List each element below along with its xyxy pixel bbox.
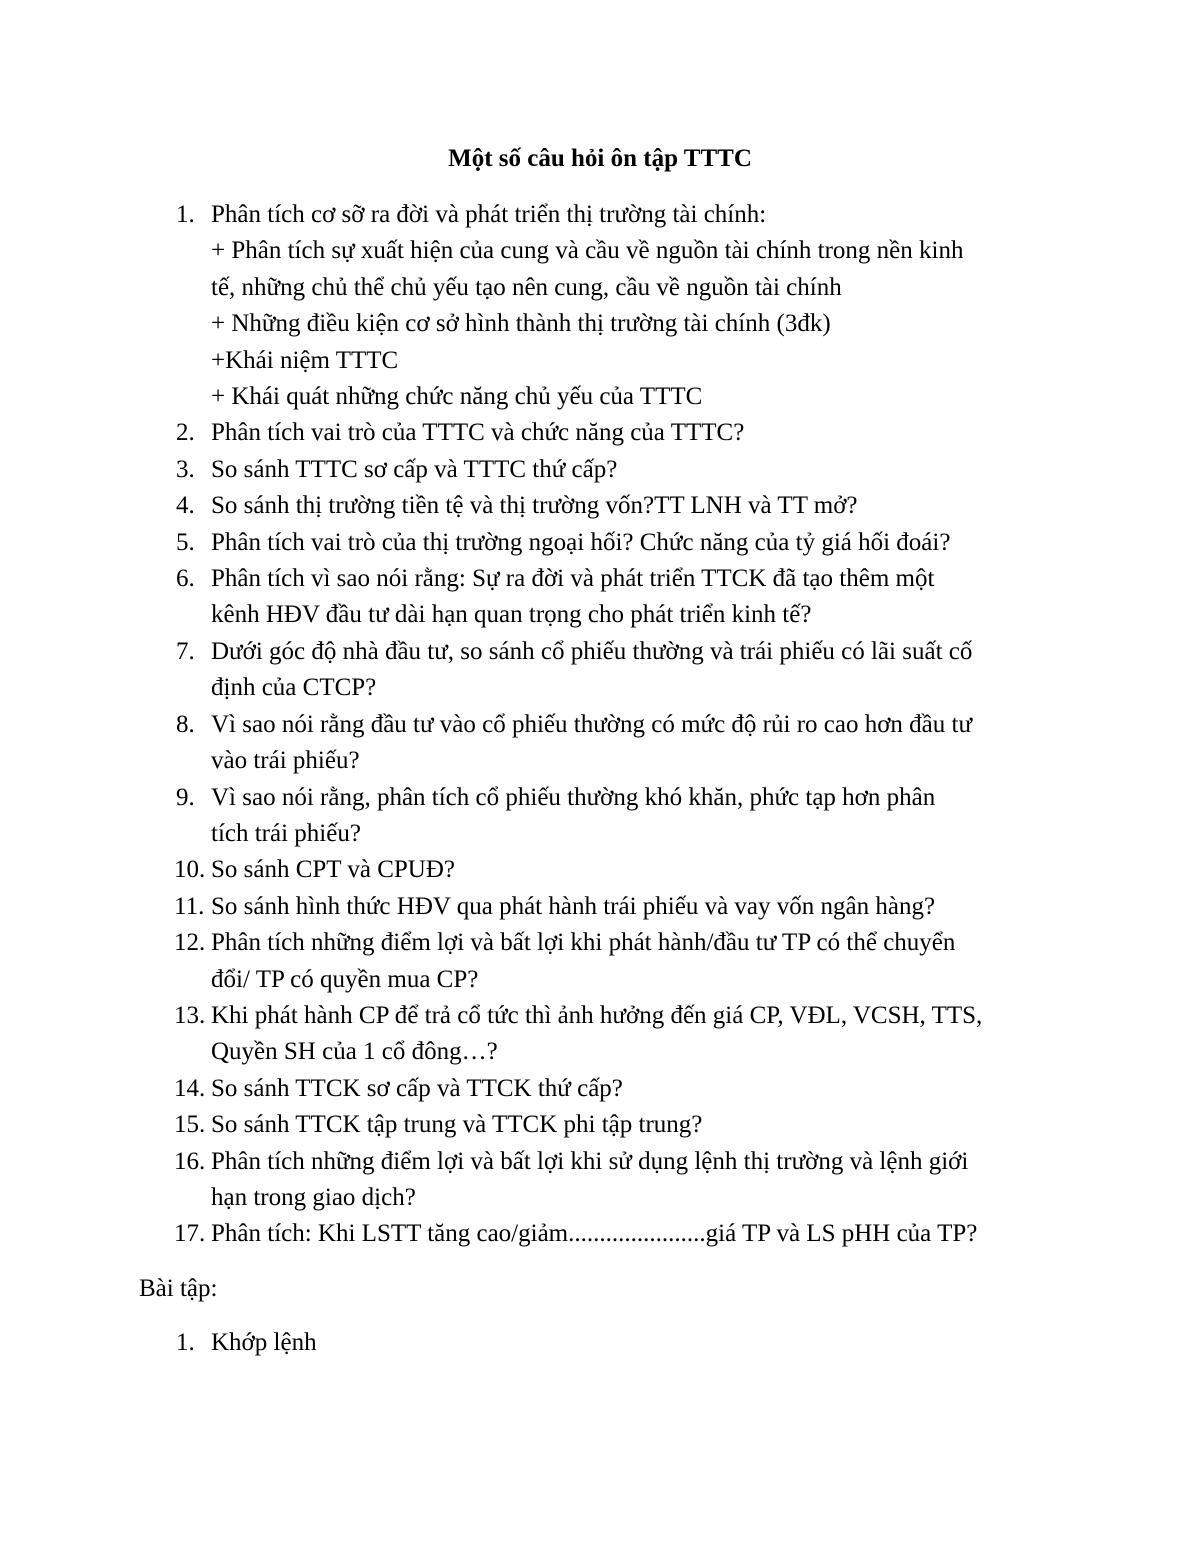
question-item-line: So sánh TTTC sơ cấp và TTTC thứ cấp?: [211, 455, 618, 483]
question-item: [0, 197, 1200, 415]
question-item-text: [211, 998, 1091, 1071]
question-item-number: 17.: [174, 1220, 206, 1248]
question-item-line: vào trái phiếu?: [211, 747, 360, 775]
question-item-line: kênh HĐV đầu tư dài hạn quan trọng cho phát triển kinh tế?: [211, 601, 812, 629]
question-item-line: Phân tích vai trò của TTTC và chức năng của TTTC?: [211, 419, 745, 447]
question-item-line: Dưới góc độ nhà đầu tư, so sánh cổ phiếu thường và trái phiếu có lãi suất cố: [211, 637, 973, 665]
exercise-item-text: [211, 1325, 1091, 1361]
question-item-text: [211, 197, 1091, 415]
question-item-line: Phân tích vì sao nói rằng: Sự ra đời và phát triển TTCK đã tạo thêm một: [211, 565, 935, 593]
question-item-number: 12.: [174, 929, 206, 957]
question-item-text: [211, 634, 1091, 707]
question-item: [0, 707, 1200, 780]
question-item: [0, 634, 1200, 707]
question-item-line: Quyền SH của 1 cổ đông…?: [211, 1038, 498, 1066]
question-item-line: đổi/ TP có quyền mua CP?: [211, 965, 479, 993]
question-item: [0, 1216, 1200, 1252]
question-item: [0, 525, 1200, 561]
question-item-text: [211, 415, 1091, 451]
question-item-number: 10.: [174, 856, 206, 884]
question-item: [0, 1107, 1200, 1143]
question-item-text: [211, 488, 1091, 524]
question-item: [0, 998, 1200, 1071]
question-item-line: Phân tích vai trò của thị trường ngoại hối? Chức năng của tỷ giá hối đoái?: [211, 528, 951, 556]
question-item-number: 13.: [174, 1001, 206, 1029]
question-item-line: Khi phát hành CP để trả cổ tức thì ảnh hưởng đến giá CP, VĐL, VCSH, TTS,: [211, 1001, 983, 1029]
question-item: [0, 415, 1200, 451]
question-item-number: 16.: [174, 1147, 206, 1175]
question-item-line: Vì sao nói rằng, phân tích cổ phiếu thường khó khăn, phức tạp hơn phân: [211, 783, 936, 811]
question-item-line: tích trái phiếu?: [211, 819, 361, 847]
question-item-number: 15.: [174, 1111, 206, 1139]
question-item: [0, 1144, 1200, 1217]
exercises-heading: Bài tập:: [139, 1275, 218, 1302]
question-item: [0, 452, 1200, 488]
question-item-number: 4.: [176, 492, 195, 520]
question-item-line: So sánh CPT và CPUĐ?: [211, 856, 456, 884]
question-item: [0, 780, 1200, 853]
question-item-number: 9.: [176, 783, 195, 811]
question-item-line: So sánh TTCK tập trung và TTCK phi tập trung?: [211, 1111, 703, 1139]
question-item-line: +Khái niệm TTTC: [211, 346, 399, 374]
question-item-number: 2.: [176, 419, 195, 447]
question-item-line: So sánh thị trường tiền tệ và thị trường vốn?TT LNH và TT mở?: [211, 492, 858, 520]
question-item-line: Phân tích những điểm lợi và bất lợi khi phát hành/đầu tư TP có thể chuyển: [211, 929, 956, 957]
question-item-text: [211, 780, 1091, 853]
exercise-item-line: Khớp lệnh: [211, 1329, 317, 1356]
question-list: [0, 197, 1200, 1253]
question-item-text: [211, 889, 1091, 925]
question-item-number: 11.: [174, 892, 205, 920]
page-title: Một số câu hỏi ôn tập TTTC: [448, 145, 752, 172]
question-item-line: So sánh hình thức HĐV qua phát hành trái phiếu và vay vốn ngân hàng?: [211, 892, 936, 920]
question-item: [0, 925, 1200, 998]
question-item-number: 5.: [176, 528, 195, 556]
question-item-text: [211, 925, 1091, 998]
question-item-line: + Những điều kiện cơ sở hình thành thị trường tài chính (3đk): [211, 310, 831, 338]
question-item-text: [211, 1216, 1091, 1252]
question-item-number: 6.: [176, 565, 195, 593]
question-item-line: So sánh TTCK sơ cấp và TTCK thứ cấp?: [211, 1074, 623, 1102]
question-item-line: Phân tích những điểm lợi và bất lợi khi sử dụng lệnh thị trường và lệnh giới: [211, 1147, 969, 1175]
question-item-line: + Khái quát những chức năng chủ yếu của TTTC: [211, 383, 703, 411]
question-item: [0, 852, 1200, 888]
exercise-item: [0, 1325, 1200, 1361]
question-item-text: [211, 1071, 1091, 1107]
exercise-list: [0, 1325, 1200, 1361]
exercise-item-number: 1.: [176, 1329, 195, 1356]
question-item-text: [211, 1107, 1091, 1143]
question-item: [0, 889, 1200, 925]
question-item-number: 14.: [174, 1074, 206, 1102]
question-item-text: [211, 452, 1091, 488]
question-item-text: [211, 852, 1091, 888]
question-item-line: + Phân tích sự xuất hiện của cung và cầu về nguồn tài chính trong nền kinh: [211, 237, 964, 265]
question-item-line: hạn trong giao dịch?: [211, 1183, 416, 1211]
question-item: [0, 488, 1200, 524]
question-item: [0, 561, 1200, 634]
question-item-text: [211, 1144, 1091, 1217]
question-item-line: tế, những chủ thể chủ yếu tạo nên cung, cầu về nguồn tài chính: [211, 273, 842, 301]
question-item: [0, 1071, 1200, 1107]
question-item-line: Vì sao nói rằng đầu tư vào cổ phiếu thường có mức độ rủi ro cao hơn đầu tư: [211, 710, 973, 738]
question-item-text: [211, 525, 1091, 561]
question-item-line: Phân tích cơ sỡ ra đời và phát triển thị trường tài chính:: [211, 201, 767, 228]
question-item-text: [211, 707, 1091, 780]
question-item-text: [211, 561, 1091, 634]
question-item-line: định của CTCP?: [211, 674, 377, 702]
question-item-line: Phân tích: Khi LSTT tăng cao/giảm......................giá TP và LS pHH của TP?: [211, 1220, 978, 1248]
question-item-number: 3.: [176, 455, 195, 483]
question-item-number: 1.: [176, 201, 195, 228]
question-item-number: 8.: [176, 710, 195, 738]
question-item-number: 7.: [176, 637, 195, 665]
